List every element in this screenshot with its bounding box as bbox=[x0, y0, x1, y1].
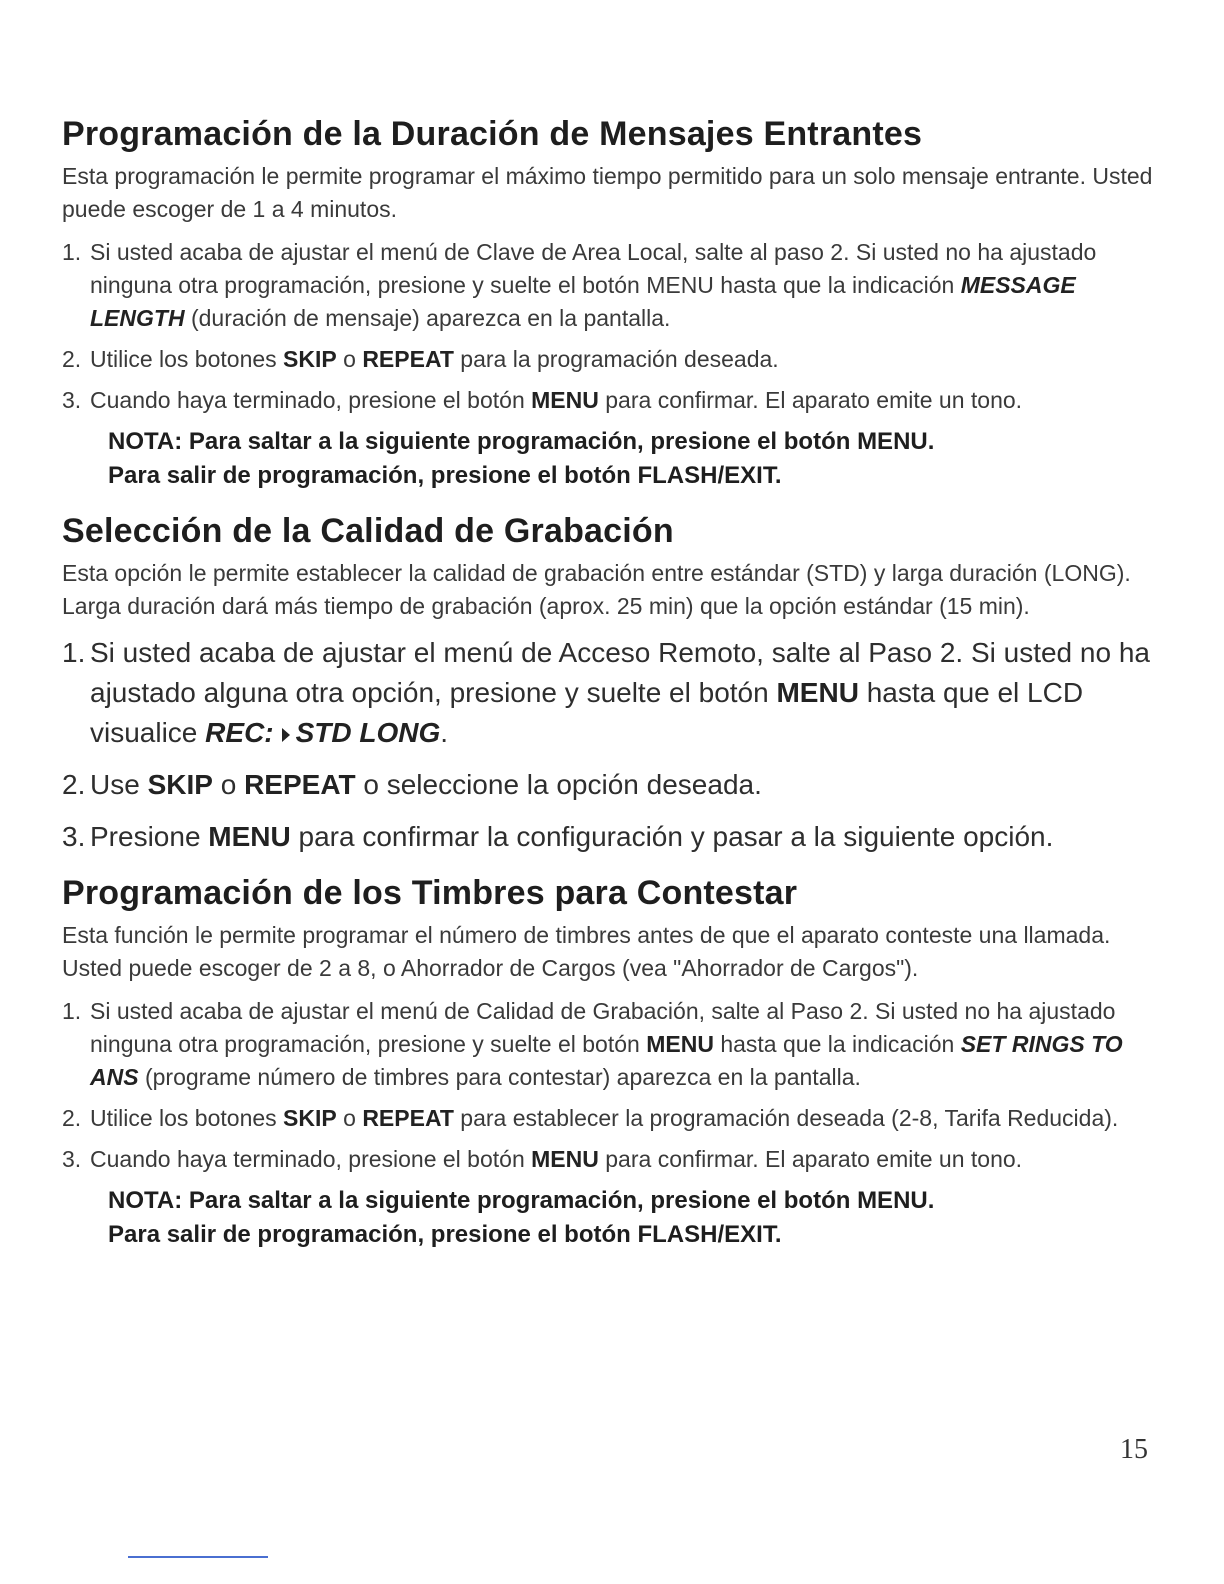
step-number: 3. bbox=[62, 1146, 82, 1172]
step-number: 1. bbox=[62, 998, 82, 1024]
arrow-right-icon bbox=[282, 728, 290, 742]
note-line: Para salir de programación, presione el botón FLASH/EXIT. bbox=[108, 1221, 782, 1248]
note-line: NOTA: Para saltar a la siguiente programación, presione el botón MENU. bbox=[108, 1187, 935, 1214]
footer-rule bbox=[128, 1556, 268, 1558]
section-recording-quality bbox=[62, 509, 1162, 857]
step-number: 1. bbox=[62, 239, 82, 265]
step-number: 2. bbox=[62, 1105, 82, 1131]
step-number: 3. bbox=[62, 821, 86, 852]
step-text: hasta que la indicación bbox=[713, 1031, 961, 1057]
steps-list bbox=[62, 236, 1162, 417]
steps-list bbox=[62, 995, 1162, 1176]
list-item bbox=[62, 633, 1162, 753]
step-text: para confirmar. El aparato emite un tono. bbox=[598, 1146, 1023, 1172]
note bbox=[108, 1184, 1162, 1252]
note-line: Para salir de programación, presione el botón FLASH/EXIT. bbox=[108, 462, 782, 489]
page-number: 15 bbox=[1120, 1434, 1148, 1465]
list-item bbox=[62, 343, 1162, 376]
key-repeat: REPEAT bbox=[362, 346, 454, 372]
step-text: o bbox=[212, 769, 245, 800]
key-skip: SKIP bbox=[147, 769, 213, 800]
key-menu: MENU bbox=[531, 1146, 599, 1172]
step-number: 2. bbox=[62, 346, 82, 372]
steps-list bbox=[62, 633, 1162, 857]
step-text: Use bbox=[90, 769, 148, 800]
section-intro: Esta programación le permite programar el máximo tiempo permitido para un solo mensaje entrante. Usted puede escoger de 1 a 4 minutos. bbox=[62, 163, 1153, 222]
section-title: Programación de la Duración de Mensajes Entrantes bbox=[62, 115, 923, 153]
step-text: para la programación deseada. bbox=[453, 346, 779, 372]
section-title: Selección de la Calidad de Grabación bbox=[62, 512, 674, 550]
list-item bbox=[62, 1143, 1162, 1176]
step-text: o bbox=[336, 346, 363, 372]
step-text: Presione bbox=[90, 821, 209, 852]
key-repeat: REPEAT bbox=[244, 769, 356, 800]
step-text: o bbox=[336, 1105, 363, 1131]
section-message-length bbox=[62, 112, 1162, 493]
step-text: (duración de mensaje) aparezca en la pantalla. bbox=[184, 305, 671, 331]
key-menu: MENU bbox=[531, 387, 599, 413]
step-text: para confirmar la configuración y pasar a la siguiente opción. bbox=[290, 821, 1054, 852]
display-indication: MESSAGE LENGTH bbox=[90, 272, 1076, 331]
list-item bbox=[62, 765, 1162, 805]
key-menu: MENU bbox=[776, 677, 859, 708]
list-item bbox=[62, 817, 1162, 857]
step-text: Cuando haya terminado, presione el botón bbox=[90, 387, 532, 413]
step-number: 3. bbox=[62, 387, 82, 413]
list-item bbox=[62, 384, 1162, 417]
step-text: Utilice los botones bbox=[90, 1105, 284, 1131]
note bbox=[108, 425, 1162, 493]
list-item bbox=[62, 1102, 1162, 1135]
note-line: NOTA: Para saltar a la siguiente programación, presione el botón MENU. bbox=[108, 428, 935, 455]
step-text: o seleccione la opción deseada. bbox=[355, 769, 762, 800]
list-item bbox=[62, 995, 1162, 1094]
step-text: Si usted acaba de ajustar el menú de Calidad de Grabación, salte al Paso 2. Si usted no ha ajustado ninguna otra programación, presione y suelte el botón bbox=[90, 998, 1116, 1057]
display-indication: STD LONG bbox=[295, 717, 441, 748]
manual-page bbox=[62, 112, 1162, 1262]
key-skip: SKIP bbox=[283, 1105, 337, 1131]
step-text: para establecer la programación deseada (2-8, Tarifa Reducida). bbox=[453, 1105, 1119, 1131]
display-indication: SET RINGS TO ANS bbox=[90, 1031, 1123, 1090]
section-intro: Esta función le permite programar el número de timbres antes de que el aparato conteste una llamada. Usted puede escoger de 2 a 8, o Ahorrador de Cargos (vea "Ahorrador de Cargos"). bbox=[62, 922, 1111, 981]
step-number: 2. bbox=[62, 769, 86, 800]
section-title: Programación de los Timbres para Contestar bbox=[62, 874, 798, 912]
display-indication: REC: bbox=[205, 717, 274, 748]
list-item bbox=[62, 236, 1162, 335]
step-text: Si usted acaba de ajustar el menú de Acceso Remoto, salte al Paso 2. Si usted no ha ajustado alguna otra opción, presione y suelte el botón bbox=[90, 637, 1150, 708]
key-menu: MENU bbox=[646, 1031, 714, 1057]
key-menu: MENU bbox=[208, 821, 291, 852]
step-text: . bbox=[440, 717, 449, 748]
step-text: para confirmar. El aparato emite un tono. bbox=[598, 387, 1023, 413]
key-repeat: REPEAT bbox=[362, 1105, 454, 1131]
step-text: Si usted acaba de ajustar el menú de Clave de Area Local, salte al paso 2. Si usted no ha ajustado ninguna otra programación, presione y suelte el botón MENU hasta que la indicación bbox=[90, 239, 1097, 298]
step-text: (programe número de timbres para contestar) aparezca en la pantalla. bbox=[138, 1064, 861, 1090]
step-text: Cuando haya terminado, presione el botón bbox=[90, 1146, 532, 1172]
step-text: hasta que el LCD visualice bbox=[90, 677, 1084, 748]
section-intro: Esta opción le permite establecer la calidad de grabación entre estándar (STD) y larga duración (LONG). Larga duración dará más tiempo de grabación (aprox. 25 min) que la opción estándar (15 min). bbox=[62, 560, 1131, 619]
step-number: 1. bbox=[62, 637, 86, 668]
key-skip: SKIP bbox=[283, 346, 337, 372]
step-text: Utilice los botones bbox=[90, 346, 284, 372]
section-rings-to-answer bbox=[62, 871, 1162, 1252]
